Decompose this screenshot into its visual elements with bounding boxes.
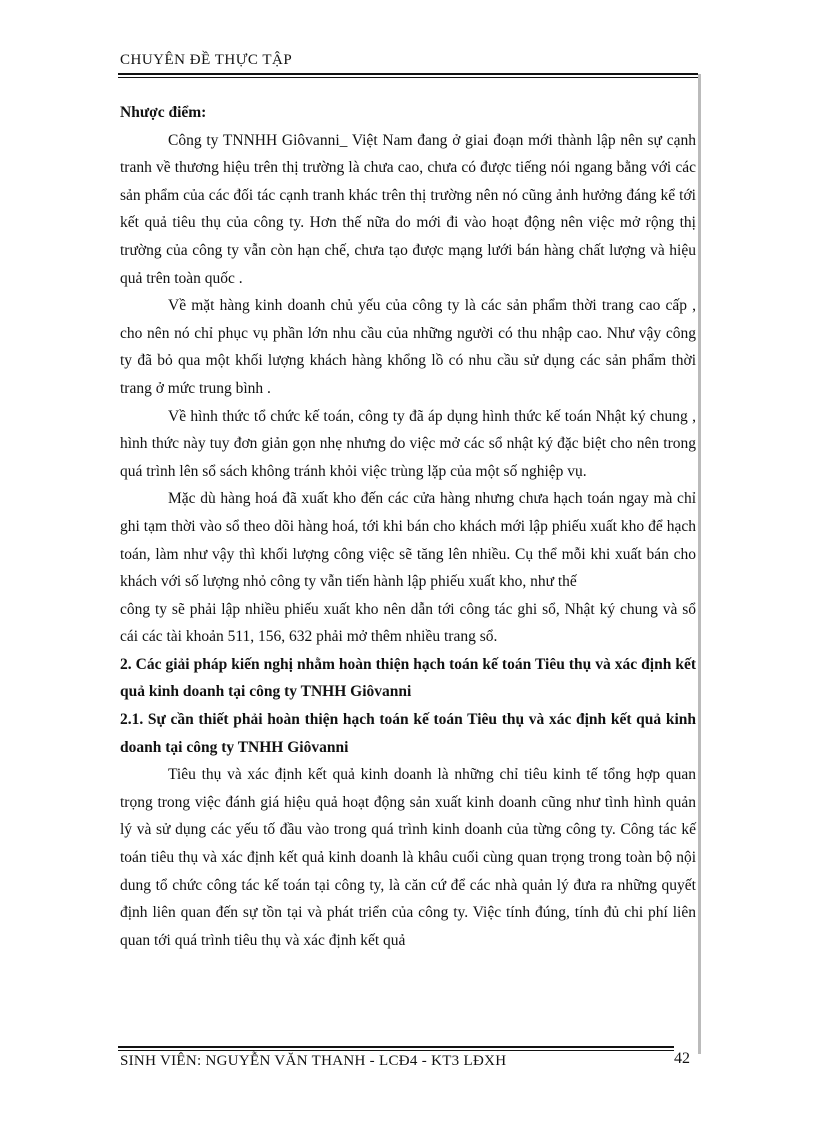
paragraph-4: Mặc dù hàng hoá đã xuất kho đến các cửa hàng nhưng chưa hạch toán ngay mà chỉ ghi tạm thời vào sổ theo dõi hàng hoá, tới khi bán cho khách mới lập phiếu xuất kho để hạch toán, làm như vậy thì khối lượng công việc sẽ tăng lên nhiều. Cụ thể mỗi khi xuất bán cho khách với số lượng nhỏ công ty vẫn tiến hành lập phiếu xuất kho, như thế (120, 490, 696, 591)
section-heading-2-1: 2.1. Sự cần thiết phải hoàn thiện hạch toán kế toán Tiêu thụ và xác định kết quả kinh doanh tại công ty TNHH Giôvanni (120, 711, 696, 756)
footer-author: SINH VIÊN: NGUYỄN VĂN THANH - LCĐ4 - KT3 LĐXH (120, 1053, 507, 1069)
footer-rule (118, 1046, 674, 1048)
document-body (120, 99, 696, 954)
paragraph-1: Công ty TNNHH Giôvanni_ Việt Nam đang ở giai đoạn mới thành lập nên sự cạnh tranh về thương hiệu trên thị trường là chưa cao, chưa có được tiếng nói ngang bằng với các sản phẩm của các đối tác cạnh tranh khác trên thị trường nên nó cũng ảnh hưởng đáng kể tới kết quả tiêu thụ của công ty. Hơn thế nữa do mới đi vào hoạt động nên việc mở rộng thị trường của công ty vẫn còn hạn chế, chưa tạo được mạng lưới bán hàng chất lượng và hiệu quả trên toàn quốc . (120, 131, 696, 287)
header-rule-thin (118, 77, 698, 78)
section-heading-disadvantages: Nhược điểm: (120, 104, 207, 121)
paragraph-6: Tiêu thụ và xác định kết quả kinh doanh là những chỉ tiêu kinh tế tổng hợp quan trọng trong việc đánh giá hiệu quả hoạt động sản xuất kinh doanh cũng như tình hình quản lý và sử dụng các yếu tố đầu vào trong quá trình kinh doanh của từng công ty. Công tác kế toán tiêu thụ và xác định kết quả kinh doanh là khâu cuối cùng quan trọng trong toàn bộ nội dung tổ chức công tác kế toán tại công ty, là căn cứ để các nhà quản lý đưa ra những quyết định liên quan đến sự tồn tại và phát triển của công ty. Việc tính đúng, tính đủ chi phí liên quan tới quá trình tiêu thụ và xác định kết quả (120, 766, 696, 949)
paragraph-3: Về hình thức tổ chức kế toán, công ty đã áp dụng hình thức kế toán Nhật ký chung , hình thức này tuy đơn giản gọn nhẹ nhưng do việc mở các sổ nhật ký đặc biệt cho nên trong quá trình lên sổ sách không tránh khỏi việc trùng lặp của một số nghiệp vụ. (120, 407, 696, 480)
footer-rule-thin (118, 1050, 674, 1051)
header-rule (118, 73, 698, 75)
page-number: 42 (674, 1050, 690, 1067)
header-title: CHUYÊN ĐỀ THỰC TẬP (120, 52, 293, 68)
paragraph-5: công ty sẽ phải lập nhiều phiếu xuất kho nên dẫn tới công tác ghi sổ, Nhật ký chung và sổ cái các tài khoản 511, 156, 632 phải mở thêm nhiều trang sổ. (120, 600, 696, 646)
paragraph-2: Về mặt hàng kinh doanh chủ yếu của công ty là các sản phẩm thời trang cao cấp , cho nên nó chỉ phục vụ phần lớn nhu cầu của những người có thu nhập cao. Như vậy công ty đã bỏ qua một khối lượng khách hàng khổng lồ có nhu cầu sử dụng các sản phẩm thời trang ở mức trung bình . (120, 297, 696, 397)
page-border-shadow (698, 74, 701, 1054)
section-heading-2: 2. Các giải pháp kiến nghị nhằm hoàn thiện hạch toán kế toán Tiêu thụ và xác định kết quả kinh doanh tại công ty TNHH Giôvanni (120, 655, 696, 701)
